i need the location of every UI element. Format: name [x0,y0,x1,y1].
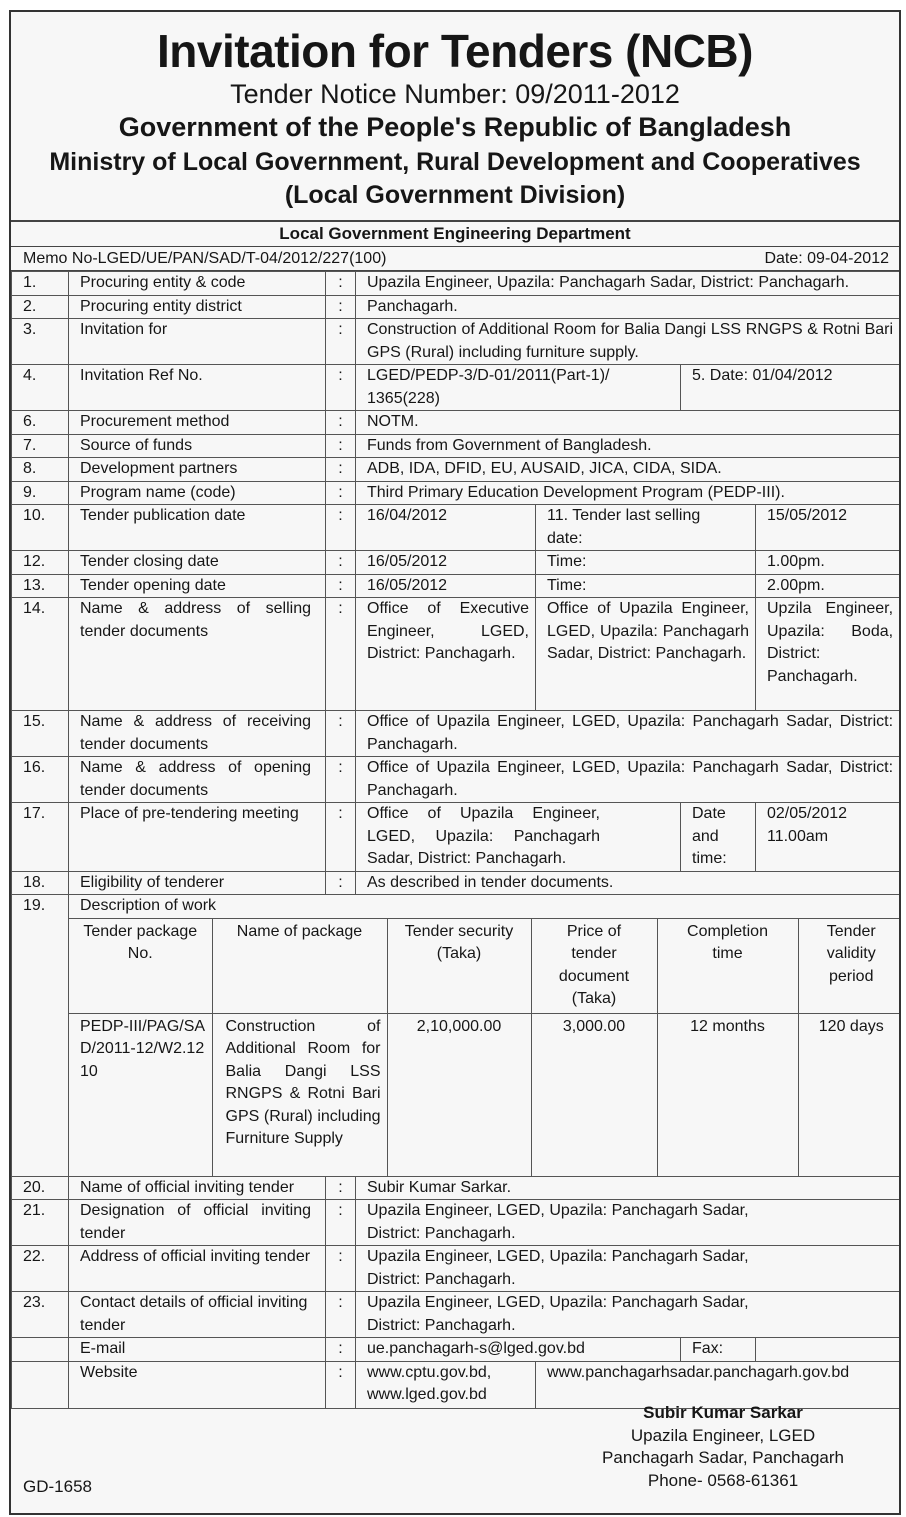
department-name: Local Government Engineering Department [11,220,899,247]
row-value: Third Primary Education Development Program (PEDP-III). [356,481,900,505]
row-number [12,1338,69,1362]
row-number: 22. [12,1246,69,1292]
row-number: 6. [12,411,69,435]
invitation-ref-value: LGED/PEDP-3/D-01/2011(Part-1)/1365(228) [356,365,681,411]
work-header: Tender security (Taka) [387,919,531,1014]
row-label: Place of pre-tendering meeting [69,803,326,872]
row-label: Tender closing date [69,551,326,575]
row-label: Eligibility of tenderer [69,871,326,895]
row-value: 16/05/2012 [356,574,536,598]
website-value-2[interactable]: www.panchagarhsadar.panchagarh.gov.bd [536,1361,900,1408]
time-label: Time: [536,574,756,598]
last-selling-date: 15/05/2012 [756,505,900,551]
separator: : [326,295,356,319]
row-label: Development partners [69,458,326,482]
memo-line [11,247,899,271]
table-row [12,434,900,458]
row-number: 9. [12,481,69,505]
row-number: 13. [12,574,69,598]
email-label: E-mail [69,1338,326,1362]
table-row [12,1246,900,1292]
work-row [12,918,900,1176]
table-row [12,757,900,803]
work-table [69,919,901,1176]
separator: : [326,1361,356,1408]
row-label: Name & address of receiving tender documents [69,711,326,757]
memo-number: Memo No-LGED/UE/PAN/SAD/T-04/2012/227(100) [23,250,387,267]
table-row [12,1292,900,1338]
separator: : [326,319,356,365]
row-value: Upazila Engineer, Upazila: Panchagarh Sadar, District: Panchagarh. [356,272,900,296]
time-value: 2.00pm. [756,574,900,598]
table-row [12,505,900,551]
row-value: Subir Kumar Sarkar. [356,1176,900,1200]
table-row [12,803,900,872]
time-value: 1.00pm. [756,551,900,575]
row-value: Construction of Additional Room for Balia Dangi LSS RNGPS & Rotni Bari GPS (Rural) including furniture supply. [356,319,900,365]
work-header: Name of package [212,919,387,1014]
row-number: 2. [12,295,69,319]
row-number: 18. [12,871,69,895]
selling-office-3: Upzila Engineer, Upazila: Boda, District: Panchagarh. [756,598,900,711]
row-value: As described in tender documents. [356,871,900,895]
work-header: Tender package No. [69,919,212,1014]
row-label: Name of official inviting tender [69,1176,326,1200]
table-row [12,1361,900,1408]
work-data-row [69,1013,901,1176]
selling-office-2: Office of Upazila Engineer, LGED, Upazila: Panchagarh Sadar, District: Panchagarh. [536,598,756,711]
row-number: 10. [12,505,69,551]
memo-date: Date: 09-04-2012 [764,250,889,267]
separator: : [326,711,356,757]
row-label: Address of official inviting tender [69,1246,326,1292]
table-row [12,711,900,757]
row-number: 14. [12,598,69,711]
tender-security: 2,10,000.00 [387,1013,531,1176]
separator: : [326,1200,356,1246]
table-row [12,1200,900,1246]
row-value: Panchagarh. [356,295,900,319]
row-value: 16/05/2012 [356,551,536,575]
ministry-name: Ministry of Local Government, Rural Development and Cooperatives [49,148,861,176]
meeting-place: Office of Upazila Engineer, LGED, Upazila: Panchagarh Sadar, District: Panchagarh. [356,803,681,872]
row-label: Procurement method [69,411,326,435]
separator: : [326,803,356,872]
row-label: Procuring entity district [69,295,326,319]
row-number: 19. [12,895,69,1177]
table-row [12,598,900,711]
table-row [12,481,900,505]
meeting-date-label: Date and time: [681,803,756,872]
table-row [12,551,900,575]
row-label: Tender opening date [69,574,326,598]
tender-notice [9,10,901,1515]
row-label: Description of work [69,895,900,919]
row-number: 7. [12,434,69,458]
table-row [12,574,900,598]
separator: : [326,757,356,803]
document-price: 3,000.00 [531,1013,657,1176]
separator: : [326,1246,356,1292]
separator: : [326,481,356,505]
row-value: Upazila Engineer, LGED, Upazila: Panchagarh Sadar, District: Panchagarh. [356,1292,900,1338]
fax-label: Fax: [681,1338,756,1362]
separator: : [326,551,356,575]
table-row [12,895,900,919]
separator: : [326,434,356,458]
signature-block [602,1402,844,1492]
table-row [12,871,900,895]
page-title: Invitation for Tenders (NCB) [157,25,753,77]
separator: : [326,871,356,895]
row-number: 12. [12,551,69,575]
work-header: Price of tender document (Taka) [531,919,657,1014]
row-label: Invitation for [69,319,326,365]
row-label: Source of funds [69,434,326,458]
separator: : [326,505,356,551]
signatory-title: Upazila Engineer, LGED [630,1425,816,1445]
table-row [12,295,900,319]
table-row [12,319,900,365]
government-name: Government of the People's Republic of Bangladesh [118,112,792,142]
separator: : [326,1338,356,1362]
row-number: 23. [12,1292,69,1338]
table-row [12,458,900,482]
separator: : [326,458,356,482]
row-value: 16/04/2012 [356,505,536,551]
notice-header [11,24,899,210]
separator: : [326,411,356,435]
work-header: Tender validity period [798,919,901,1014]
separator: : [326,365,356,411]
table-row [12,272,900,296]
separator: : [326,272,356,296]
package-name: Construction of Additional Room for Balia Dangi LSS RNGPS & Rotni Bari GPS (Rural) including Furniture Supply [212,1013,387,1176]
row-number: 21. [12,1200,69,1246]
row-number: 3. [12,319,69,365]
completion-time: 12 months [657,1013,798,1176]
row-value: Upazila Engineer, LGED, Upazila: Panchagarh Sadar, District: Panchagarh. [356,1200,900,1246]
email-value[interactable]: ue.panchagarh-s@lged.gov.bd [356,1338,681,1362]
table-row [12,411,900,435]
meeting-date-value: 02/05/2012 11.00am [756,803,900,872]
row-number: 15. [12,711,69,757]
row-value: Funds from Government of Bangladesh. [356,434,900,458]
last-selling-label: 11. Tender last selling date: [536,505,756,551]
separator: : [326,1176,356,1200]
website-value[interactable]: www.cptu.gov.bd, www.lged.gov.bd [356,1361,536,1408]
row-number: 17. [12,803,69,872]
work-cell [69,918,900,1176]
separator: : [326,574,356,598]
row-number: 20. [12,1176,69,1200]
table-row [12,1176,900,1200]
selling-office-1: Office of Executive Engineer, LGED, District: Panchagarh. [356,598,536,711]
row-number [12,1361,69,1408]
division-name: (Local Government Division) [284,181,626,209]
separator: : [326,598,356,711]
table-row [12,1338,900,1362]
work-header: Completion time [657,919,798,1014]
row-label: Designation of official inviting tender [69,1200,326,1246]
row-number: 4. [12,365,69,411]
separator: : [326,1292,356,1338]
notice-number: Tender Notice Number: 09/2011-2012 [230,79,680,109]
row-label: Name & address of opening tender documents [69,757,326,803]
signatory-place: Panchagarh Sadar, Panchagarh [602,1448,844,1467]
row-value: Office of Upazila Engineer, LGED, Upazila: Panchagarh Sadar, District: Panchagarh. [356,757,900,803]
invitation-date: 5. Date: 01/04/2012 [681,365,900,411]
row-number: 16. [12,757,69,803]
fax-value [756,1338,900,1362]
row-label: Contact details of official inviting tender [69,1292,326,1338]
row-value: NOTM. [356,411,900,435]
work-header-row [69,919,901,1014]
row-label: Invitation Ref No. [69,365,326,411]
tender-table [11,271,900,1409]
website-label: Website [69,1361,326,1408]
package-number: PEDP-III/PAG/SAD/2011-12/W2.1210 [69,1013,212,1176]
footer-code: GD-1658 [23,1477,92,1496]
row-label: Tender publication date [69,505,326,551]
signatory-phone: Phone- 0568-61361 [647,1470,799,1490]
row-value: Upazila Engineer, LGED, Upazila: Panchagarh Sadar, District: Panchagarh. [356,1246,900,1292]
row-number: 1. [12,272,69,296]
row-label: Program name (code) [69,481,326,505]
row-value: Office of Upazila Engineer, LGED, Upazila: Panchagarh Sadar, District: Panchagarh. [356,711,900,757]
validity-period: 120 days [798,1013,901,1176]
row-value: ADB, IDA, DFID, EU, AUSAID, JICA, CIDA, SIDA. [356,458,900,482]
time-label: Time: [536,551,756,575]
row-number: 8. [12,458,69,482]
table-row [12,365,900,411]
signatory-name: Subir Kumar Sarkar [643,1403,803,1422]
row-label: Procuring entity & code [69,272,326,296]
row-label: Name & address of selling tender documents [69,598,326,711]
